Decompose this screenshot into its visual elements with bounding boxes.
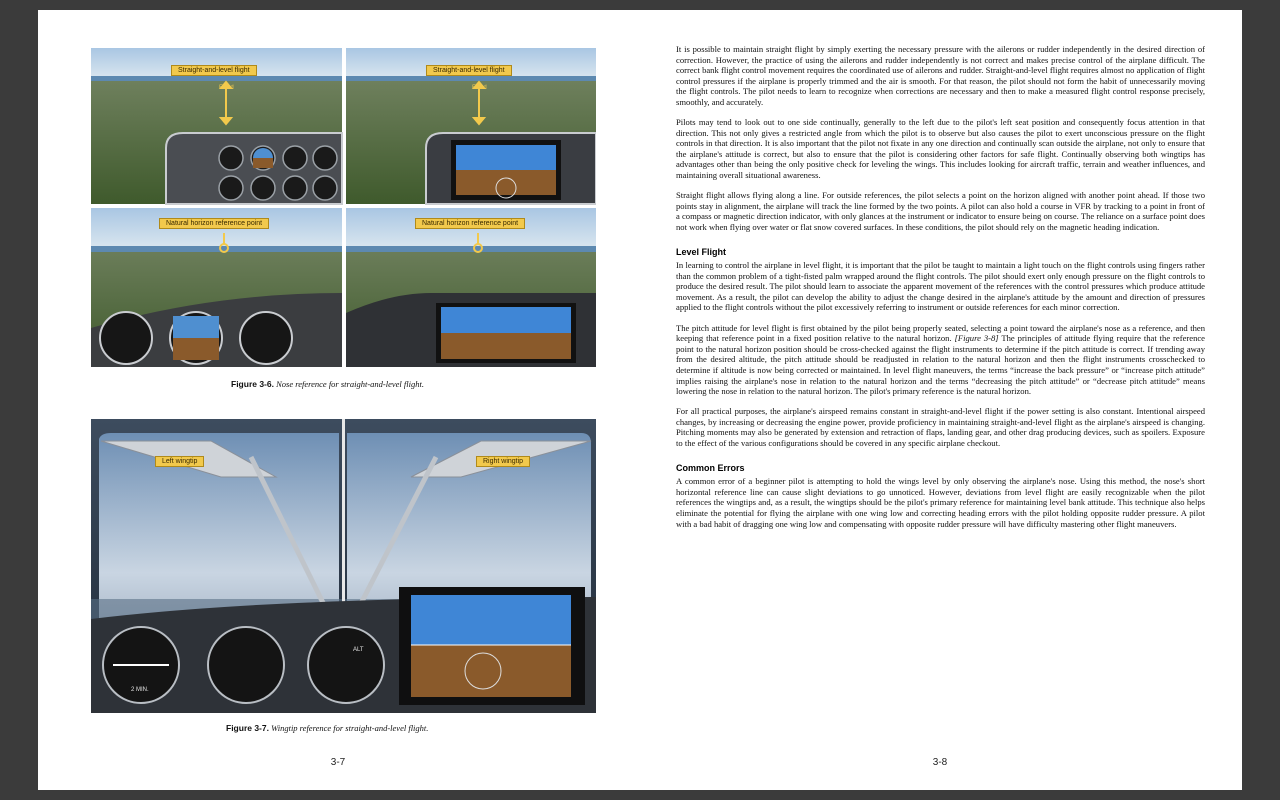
- label-straight-and-level-left: Straight-and-level flight: [171, 65, 257, 76]
- label-left-wingtip: Left wingtip: [155, 456, 204, 467]
- paragraph-intro-1: It is possible to maintain straight flight by simply exerting the necessary pressure with the ailerons or rudder independently in the desired direction of correction. However, the practice of using the ailerons and rudder independently is not correct and makes precise control of the airplane difficult. The correct bank flight control movement requires the coordinated use of ailerons and rudder. Straight-and-level flight requires almost no application of flight control pressures if the airplane is properly trimmed and the air is smooth. For that reason, the pilot should not form the habit of unnecessarily moving the flight controls. The pilot needs to learn to recognize when corrections are necessary and then to make a measured flight control response precisely, smoothly, and accurately.: [676, 44, 1205, 107]
- text-column: [676, 44, 1205, 539]
- paragraph-level-2-b: The principles of attitude flying require that the reference point to the natural horizon position should be cross-checked against the flight instruments to determine if the pitch attitude is correct. If trending away from the desired altitude, the pitch attitude should be readjusted in relation to the natural horizon and then the flight instruments crosschecked to determine if altitude is now being corrected or maintained. In level flight maneuvers, the terms “increase the back pressure” or “increase pitch attitude” implies raising the airplane's nose in relation to the natural horizon and the terms “decreasing the pitch attitude” or “decrease pitch attitude” means lowering the nose in relation to the natural horizon. The pilot's primary reference is the natural horizon.: [676, 333, 1205, 397]
- figure-3-6-image: [91, 48, 596, 367]
- left-page: [38, 10, 638, 790]
- page-number-right: 3-8: [932, 757, 948, 768]
- figure-3-6-number: Figure 3-6.: [231, 379, 274, 389]
- label-natural-horizon-right: Natural horizon reference point: [415, 218, 525, 229]
- label-fixed-right: Fixed: [472, 85, 487, 91]
- figure-3-6-caption: [231, 379, 424, 389]
- heading-level-flight: Level Flight: [676, 246, 727, 257]
- label-fixed-left: Fixed: [219, 85, 234, 91]
- paragraph-level-1: In learning to control the airplane in level flight, it is important that the pilot be taught to maintain a light touch on the flight controls using fingers rather than the common problem of a tight-fisted palm wrapped around the flight controls. The pilot should exert only enough pressure on the flight controls to produce the desired result. The pilot should learn to associate the apparent movement of the references with the control pressures which produce attitude movement. As a result, the pilot can develop the ability to adjust the change desired in the airplane's attitude by the amount and direction of pressures applied to the flight controls without the pilot excessively referring to instrument or outside references for each minor correction.: [676, 260, 1205, 313]
- paragraph-level-3: For all practical purposes, the airplane's airspeed remains constant in straight-and-level flight if the power setting is also constant. Intentional airspeed changes, by increasing or decreasing the engine power, provide proficiency in maintaining straight-and-level flight as the airplane's airspeed is changing. Pitching moments may also be generated by extension and retraction of flaps, landing gear, and other drag producing devices, such as spoilers. Exposure to the effect of the various configurations should be covered in any specific airplane checkout.: [676, 406, 1205, 448]
- figure-3-7-text: Wingtip reference for straight-and-level flight.: [271, 723, 429, 733]
- page-number-left: 3-7: [330, 757, 346, 768]
- paragraph-level-2: [676, 323, 1205, 397]
- label-right-wingtip: Right wingtip: [476, 456, 530, 467]
- right-page: [638, 10, 1242, 790]
- figure-reference-3-8[interactable]: [Figure 3-8]: [954, 333, 999, 344]
- paragraph-level-2-a: The pitch attitude for level flight is first obtained by the pilot being properly seated, selecting a point toward the airplane's nose as a reference, and then keeping that reference point in a fixed position relative to the natural horizon.: [676, 322, 1205, 344]
- figure-3-7-number: Figure 3-7.: [226, 723, 269, 733]
- heading-common-errors: Common Errors: [676, 462, 745, 473]
- paragraph-intro-3: Straight flight allows flying along a line. For outside references, the pilot selects a point on the horizon aligned with another point ahead. If those two points stay in alignment, the airplane will track the line formed by the two points. A pilot can also hold a course in VFR by tracking to a point in front of a compass or magnetic direction indicator, with only glances at the instrument or indicator to ensure being on course. The reliance on a surface point does not work when flying over water or flat snow covered surfaces. In these conditions, the pilot should rely on the magnetic heading indication.: [676, 190, 1205, 232]
- altimeter-label: ALT: [353, 647, 364, 653]
- paragraph-intro-2: Pilots may tend to look out to one side continually, generally to the left due to the pilot's left seat position and consequently focus attention in that direction. This not only gives a restricted angle from which the pilot is to observe but also causes the pilot to exert unconscious pressure on the flight controls in that direction. It is also important that the pilot not fixate in any one direction and continually scan outside the airplane, not only to ensure that the airplane's attitude is correct, but also to ensure that the pilot is considering other factors for safe flight. Continually observing both wingtips has advantages other than being the only positive check for leveling the wings. This includes looking for aircraft traffic, terrain and weather influences, and maintaining overall situational awareness.: [676, 117, 1205, 181]
- turn-coordinator-label: 2 MIN.: [131, 687, 149, 693]
- figure-3-7-image: [91, 419, 596, 713]
- figure-3-7-caption: [226, 723, 428, 733]
- figure-3-6-text: Nose reference for straight-and-level flight.: [276, 379, 424, 389]
- paragraph-errors-1: A common error of a beginner pilot is attempting to hold the wings level by only observing the airplane's nose. Using this method, the nose's short horizontal reference line can cause slight deviations to go unnoticed. However, deviations from level flight are easily recognizable when the pilot references the wingtips and, as a result, the wingtips should be the pilot's primary reference for maintaining level bank attitude. This technique also helps eliminate the potential for flying the airplane with one wing low and correcting heading errors with the pilot holding opposite rudder pressure. A pilot with a bad habit of dragging one wing low and compensating with opposite rudder pressure will have difficulty mastering other flight maneuvers.: [676, 476, 1205, 529]
- label-straight-and-level-right: Straight-and-level flight: [426, 65, 512, 76]
- label-natural-horizon-left: Natural horizon reference point: [159, 218, 269, 229]
